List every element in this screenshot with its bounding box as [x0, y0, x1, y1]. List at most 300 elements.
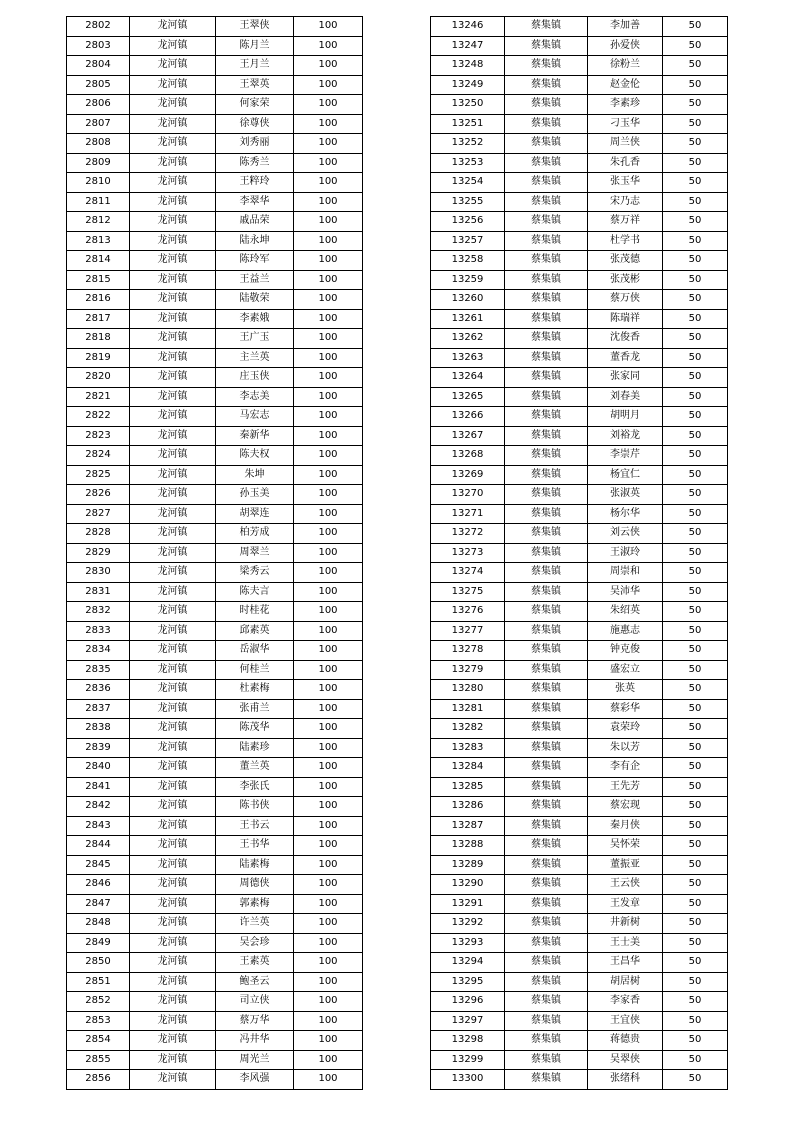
name-cell: 周兰侠: [588, 134, 663, 154]
town-cell: 龙河镇: [130, 95, 216, 115]
table-row: [67, 270, 363, 290]
name-cell: 李家香: [588, 992, 663, 1012]
serial-number-cell: 13275: [431, 582, 505, 602]
town-cell: 蔡集镇: [505, 563, 588, 583]
table-row: [431, 270, 728, 290]
name-cell: 李翠华: [216, 192, 294, 212]
town-cell: 龙河镇: [130, 1031, 216, 1051]
name-cell: 蒋德贵: [588, 1031, 663, 1051]
amount-cell: 100: [294, 290, 363, 310]
name-cell: 董振亚: [588, 855, 663, 875]
town-cell: 蔡集镇: [505, 212, 588, 232]
name-cell: 张英: [588, 680, 663, 700]
town-cell: 龙河镇: [130, 426, 216, 446]
serial-number-cell: 13283: [431, 738, 505, 758]
name-cell: 王先芳: [588, 777, 663, 797]
amount-cell: 50: [663, 777, 728, 797]
table-row: [67, 485, 363, 505]
left-roster-body: [67, 17, 363, 1090]
town-cell: 龙河镇: [130, 485, 216, 505]
table-row: [67, 1011, 363, 1031]
amount-cell: 50: [663, 1050, 728, 1070]
amount-cell: 100: [294, 621, 363, 641]
name-cell: 钟克俊: [588, 641, 663, 661]
serial-number-cell: 2810: [67, 173, 130, 193]
amount-cell: 100: [294, 660, 363, 680]
town-cell: 龙河镇: [130, 290, 216, 310]
name-cell: 王士美: [588, 933, 663, 953]
serial-number-cell: 13272: [431, 524, 505, 544]
name-cell: 朱以芳: [588, 738, 663, 758]
table-row: [67, 426, 363, 446]
name-cell: 吴会珍: [216, 933, 294, 953]
name-cell: 张玉华: [588, 173, 663, 193]
name-cell: 张淑英: [588, 485, 663, 505]
town-cell: 蔡集镇: [505, 972, 588, 992]
serial-number-cell: 13258: [431, 251, 505, 271]
name-cell: 刘裕龙: [588, 426, 663, 446]
amount-cell: 50: [663, 446, 728, 466]
amount-cell: 100: [294, 563, 363, 583]
table-row: [67, 134, 363, 154]
amount-cell: 50: [663, 387, 728, 407]
serial-number-cell: 2847: [67, 894, 130, 914]
table-row: [431, 1070, 728, 1090]
name-cell: 张绪科: [588, 1070, 663, 1090]
name-cell: 李崇芹: [588, 446, 663, 466]
serial-number-cell: 2818: [67, 329, 130, 349]
serial-number-cell: 2841: [67, 777, 130, 797]
serial-number-cell: 2825: [67, 465, 130, 485]
amount-cell: 50: [663, 348, 728, 368]
town-cell: 蔡集镇: [505, 36, 588, 56]
town-cell: 蔡集镇: [505, 914, 588, 934]
town-cell: 龙河镇: [130, 231, 216, 251]
table-row: [67, 758, 363, 778]
amount-cell: 100: [294, 153, 363, 173]
name-cell: 张茂德: [588, 251, 663, 271]
serial-number-cell: 13255: [431, 192, 505, 212]
serial-number-cell: 13247: [431, 36, 505, 56]
name-cell: 王翠侠: [216, 17, 294, 37]
amount-cell: 100: [294, 836, 363, 856]
serial-number-cell: 13260: [431, 290, 505, 310]
right-roster-table: [430, 16, 728, 1090]
serial-number-cell: 13293: [431, 933, 505, 953]
table-row: [431, 36, 728, 56]
town-cell: 龙河镇: [130, 387, 216, 407]
serial-number-cell: 2851: [67, 972, 130, 992]
name-cell: 陈茂华: [216, 719, 294, 739]
name-cell: 主兰英: [216, 348, 294, 368]
amount-cell: 100: [294, 17, 363, 37]
serial-number-cell: 2819: [67, 348, 130, 368]
town-cell: 龙河镇: [130, 173, 216, 193]
table-row: [67, 95, 363, 115]
name-cell: 王宜侠: [588, 1011, 663, 1031]
amount-cell: 50: [663, 914, 728, 934]
serial-number-cell: 13261: [431, 309, 505, 329]
name-cell: 王书华: [216, 836, 294, 856]
name-cell: 刘云侠: [588, 524, 663, 544]
name-cell: 蔡万侠: [588, 290, 663, 310]
table-row: [67, 933, 363, 953]
town-cell: 蔡集镇: [505, 797, 588, 817]
serial-number-cell: 2805: [67, 75, 130, 95]
town-cell: 龙河镇: [130, 251, 216, 271]
town-cell: 蔡集镇: [505, 153, 588, 173]
town-cell: 龙河镇: [130, 563, 216, 583]
table-row: [67, 1031, 363, 1051]
town-cell: 龙河镇: [130, 758, 216, 778]
town-cell: 龙河镇: [130, 836, 216, 856]
amount-cell: 100: [294, 56, 363, 76]
serial-number-cell: 2853: [67, 1011, 130, 1031]
serial-number-cell: 13279: [431, 660, 505, 680]
name-cell: 秦月侠: [588, 816, 663, 836]
name-cell: 马宏志: [216, 407, 294, 427]
table-row: [431, 153, 728, 173]
town-cell: 龙河镇: [130, 270, 216, 290]
town-cell: 蔡集镇: [505, 543, 588, 563]
town-cell: 龙河镇: [130, 153, 216, 173]
amount-cell: 100: [294, 758, 363, 778]
town-cell: 龙河镇: [130, 641, 216, 661]
town-cell: 龙河镇: [130, 212, 216, 232]
town-cell: 蔡集镇: [505, 602, 588, 622]
serial-number-cell: 2840: [67, 758, 130, 778]
table-row: [67, 602, 363, 622]
amount-cell: 50: [663, 953, 728, 973]
serial-number-cell: 13280: [431, 680, 505, 700]
town-cell: 蔡集镇: [505, 855, 588, 875]
amount-cell: 100: [294, 95, 363, 115]
name-cell: 庄玉侠: [216, 368, 294, 388]
name-cell: 陆素梅: [216, 855, 294, 875]
amount-cell: 50: [663, 1070, 728, 1090]
name-cell: 徐粉兰: [588, 56, 663, 76]
name-cell: 陆敬荣: [216, 290, 294, 310]
amount-cell: 50: [663, 212, 728, 232]
town-cell: 蔡集镇: [505, 1070, 588, 1090]
serial-number-cell: 2821: [67, 387, 130, 407]
amount-cell: 100: [294, 114, 363, 134]
town-cell: 龙河镇: [130, 75, 216, 95]
amount-cell: 100: [294, 953, 363, 973]
amount-cell: 100: [294, 485, 363, 505]
table-row: [431, 680, 728, 700]
table-row: [67, 621, 363, 641]
name-cell: 郭素梅: [216, 894, 294, 914]
amount-cell: 50: [663, 56, 728, 76]
serial-number-cell: 13281: [431, 699, 505, 719]
serial-number-cell: 2807: [67, 114, 130, 134]
table-row: [67, 212, 363, 232]
town-cell: 龙河镇: [130, 582, 216, 602]
name-cell: 鲍圣云: [216, 972, 294, 992]
serial-number-cell: 2823: [67, 426, 130, 446]
amount-cell: 50: [663, 875, 728, 895]
table-row: [67, 290, 363, 310]
serial-number-cell: 2835: [67, 660, 130, 680]
amount-cell: 100: [294, 972, 363, 992]
town-cell: 龙河镇: [130, 309, 216, 329]
amount-cell: 50: [663, 270, 728, 290]
name-cell: 施惠志: [588, 621, 663, 641]
amount-cell: 50: [663, 543, 728, 563]
table-row: [431, 660, 728, 680]
amount-cell: 100: [294, 738, 363, 758]
amount-cell: 50: [663, 173, 728, 193]
amount-cell: 50: [663, 797, 728, 817]
name-cell: 蔡万华: [216, 1011, 294, 1031]
name-cell: 陆永坤: [216, 231, 294, 251]
town-cell: 龙河镇: [130, 1011, 216, 1031]
amount-cell: 50: [663, 192, 728, 212]
serial-number-cell: 2812: [67, 212, 130, 232]
serial-number-cell: 2808: [67, 134, 130, 154]
amount-cell: 50: [663, 36, 728, 56]
table-row: [431, 699, 728, 719]
amount-cell: 100: [294, 192, 363, 212]
name-cell: 蔡彩华: [588, 699, 663, 719]
table-row: [431, 621, 728, 641]
table-row: [431, 1011, 728, 1031]
table-row: [431, 368, 728, 388]
table-row: [431, 348, 728, 368]
name-cell: 朱绍英: [588, 602, 663, 622]
name-cell: 王昌华: [588, 953, 663, 973]
serial-number-cell: 13286: [431, 797, 505, 817]
name-cell: 柏芳成: [216, 524, 294, 544]
name-cell: 陆素珍: [216, 738, 294, 758]
amount-cell: 50: [663, 582, 728, 602]
table-row: [67, 153, 363, 173]
table-row: [431, 914, 728, 934]
town-cell: 蔡集镇: [505, 95, 588, 115]
town-cell: 龙河镇: [130, 17, 216, 37]
table-row: [431, 309, 728, 329]
amount-cell: 50: [663, 329, 728, 349]
name-cell: 孙玉美: [216, 485, 294, 505]
serial-number-cell: 13269: [431, 465, 505, 485]
serial-number-cell: 13266: [431, 407, 505, 427]
name-cell: 陈玲军: [216, 251, 294, 271]
serial-number-cell: 13274: [431, 563, 505, 583]
town-cell: 龙河镇: [130, 329, 216, 349]
serial-number-cell: 2852: [67, 992, 130, 1012]
town-cell: 蔡集镇: [505, 290, 588, 310]
name-cell: 李风强: [216, 1070, 294, 1090]
table-row: [431, 797, 728, 817]
table-row: [67, 114, 363, 134]
table-row: [67, 1050, 363, 1070]
serial-number-cell: 13288: [431, 836, 505, 856]
town-cell: 龙河镇: [130, 465, 216, 485]
serial-number-cell: 2832: [67, 602, 130, 622]
town-cell: 龙河镇: [130, 738, 216, 758]
name-cell: 杜素梅: [216, 680, 294, 700]
table-row: [431, 231, 728, 251]
table-row: [431, 836, 728, 856]
serial-number-cell: 2826: [67, 485, 130, 505]
amount-cell: 50: [663, 563, 728, 583]
amount-cell: 50: [663, 114, 728, 134]
table-row: [431, 816, 728, 836]
table-row: [431, 972, 728, 992]
table-row: [431, 1050, 728, 1070]
town-cell: 蔡集镇: [505, 738, 588, 758]
serial-number-cell: 2831: [67, 582, 130, 602]
table-row: [431, 17, 728, 37]
town-cell: 龙河镇: [130, 992, 216, 1012]
name-cell: 胡居树: [588, 972, 663, 992]
table-row: [431, 641, 728, 661]
name-cell: 周翠兰: [216, 543, 294, 563]
town-cell: 龙河镇: [130, 914, 216, 934]
serial-number-cell: 2828: [67, 524, 130, 544]
serial-number-cell: 13277: [431, 621, 505, 641]
amount-cell: 50: [663, 660, 728, 680]
table-row: [431, 251, 728, 271]
amount-cell: 100: [294, 719, 363, 739]
table-row: [67, 504, 363, 524]
serial-number-cell: 2813: [67, 231, 130, 251]
table-row: [67, 836, 363, 856]
serial-number-cell: 13284: [431, 758, 505, 778]
amount-cell: 100: [294, 524, 363, 544]
serial-number-cell: 2830: [67, 563, 130, 583]
town-cell: 蔡集镇: [505, 524, 588, 544]
town-cell: 龙河镇: [130, 602, 216, 622]
town-cell: 龙河镇: [130, 348, 216, 368]
town-cell: 蔡集镇: [505, 75, 588, 95]
serial-number-cell: 2846: [67, 875, 130, 895]
table-row: [431, 543, 728, 563]
serial-number-cell: 13263: [431, 348, 505, 368]
name-cell: 周崇和: [588, 563, 663, 583]
town-cell: 蔡集镇: [505, 660, 588, 680]
serial-number-cell: 2809: [67, 153, 130, 173]
serial-number-cell: 2843: [67, 816, 130, 836]
serial-number-cell: 13290: [431, 875, 505, 895]
town-cell: 蔡集镇: [505, 270, 588, 290]
amount-cell: 100: [294, 797, 363, 817]
amount-cell: 100: [294, 992, 363, 1012]
town-cell: 龙河镇: [130, 621, 216, 641]
serial-number-cell: 13271: [431, 504, 505, 524]
town-cell: 龙河镇: [130, 797, 216, 817]
town-cell: 蔡集镇: [505, 426, 588, 446]
table-row: [67, 36, 363, 56]
town-cell: 龙河镇: [130, 56, 216, 76]
name-cell: 刘春美: [588, 387, 663, 407]
amount-cell: 50: [663, 465, 728, 485]
amount-cell: 100: [294, 173, 363, 193]
name-cell: 王发章: [588, 894, 663, 914]
serial-number-cell: 2855: [67, 1050, 130, 1070]
town-cell: 龙河镇: [130, 407, 216, 427]
town-cell: 蔡集镇: [505, 387, 588, 407]
table-row: [431, 446, 728, 466]
table-row: [431, 933, 728, 953]
amount-cell: 50: [663, 992, 728, 1012]
town-cell: 蔡集镇: [505, 407, 588, 427]
table-row: [431, 855, 728, 875]
amount-cell: 50: [663, 836, 728, 856]
name-cell: 张甫兰: [216, 699, 294, 719]
name-cell: 李志美: [216, 387, 294, 407]
town-cell: 蔡集镇: [505, 1031, 588, 1051]
serial-number-cell: 13262: [431, 329, 505, 349]
amount-cell: 50: [663, 153, 728, 173]
town-cell: 龙河镇: [130, 953, 216, 973]
name-cell: 刘秀丽: [216, 134, 294, 154]
serial-number-cell: 2842: [67, 797, 130, 817]
town-cell: 龙河镇: [130, 875, 216, 895]
serial-number-cell: 13282: [431, 719, 505, 739]
name-cell: 吴沛华: [588, 582, 663, 602]
name-cell: 戚品荣: [216, 212, 294, 232]
name-cell: 胡翠连: [216, 504, 294, 524]
amount-cell: 50: [663, 894, 728, 914]
table-row: [431, 212, 728, 232]
table-row: [67, 953, 363, 973]
serial-number-cell: 2854: [67, 1031, 130, 1051]
serial-number-cell: 2820: [67, 368, 130, 388]
right-roster-body: [431, 17, 728, 1090]
table-row: [67, 348, 363, 368]
amount-cell: 50: [663, 368, 728, 388]
amount-cell: 50: [663, 251, 728, 271]
amount-cell: 100: [294, 36, 363, 56]
table-row: [67, 192, 363, 212]
amount-cell: 50: [663, 719, 728, 739]
amount-cell: 100: [294, 134, 363, 154]
name-cell: 李有企: [588, 758, 663, 778]
serial-number-cell: 13252: [431, 134, 505, 154]
name-cell: 王云侠: [588, 875, 663, 895]
table-row: [431, 719, 728, 739]
serial-number-cell: 13270: [431, 485, 505, 505]
table-row: [67, 660, 363, 680]
amount-cell: 100: [294, 582, 363, 602]
serial-number-cell: 13250: [431, 95, 505, 115]
town-cell: 蔡集镇: [505, 114, 588, 134]
serial-number-cell: 2848: [67, 914, 130, 934]
town-cell: 龙河镇: [130, 114, 216, 134]
name-cell: 王广玉: [216, 329, 294, 349]
town-cell: 蔡集镇: [505, 192, 588, 212]
town-cell: 龙河镇: [130, 933, 216, 953]
amount-cell: 100: [294, 446, 363, 466]
town-cell: 龙河镇: [130, 1050, 216, 1070]
amount-cell: 100: [294, 212, 363, 232]
table-row: [67, 75, 363, 95]
amount-cell: 50: [663, 504, 728, 524]
table-row: [67, 524, 363, 544]
town-cell: 蔡集镇: [505, 582, 588, 602]
name-cell: 徐尊侠: [216, 114, 294, 134]
town-cell: 蔡集镇: [505, 348, 588, 368]
town-cell: 龙河镇: [130, 524, 216, 544]
amount-cell: 100: [294, 816, 363, 836]
amount-cell: 50: [663, 602, 728, 622]
town-cell: 蔡集镇: [505, 933, 588, 953]
serial-number-cell: 2845: [67, 855, 130, 875]
name-cell: 董兰英: [216, 758, 294, 778]
name-cell: 胡明月: [588, 407, 663, 427]
